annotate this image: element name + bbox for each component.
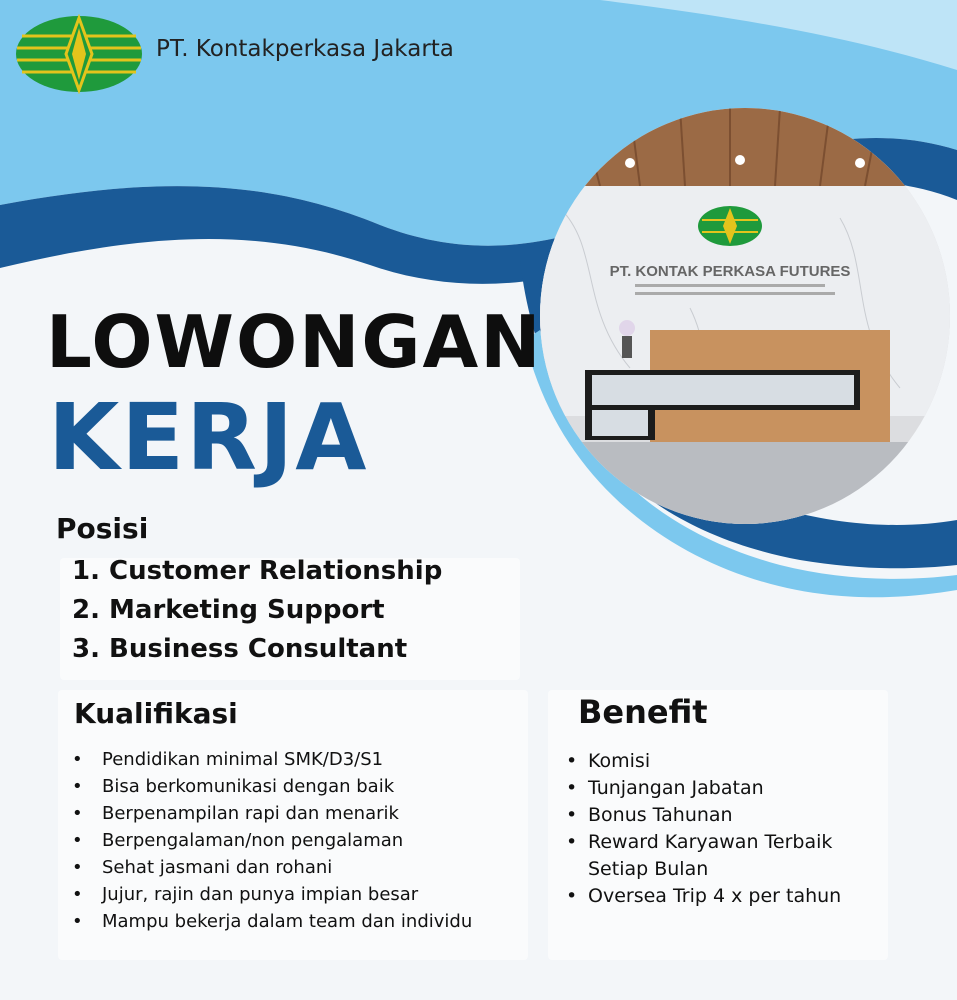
qualification-text: Berpenampilan rapi dan menarik: [102, 803, 399, 824]
qualifications-title: Kualifikasi: [74, 697, 238, 730]
qualifications-list: [72, 746, 472, 935]
bullet-icon: •: [566, 831, 578, 853]
benefit-list: [566, 748, 841, 910]
benefit-item: [566, 883, 841, 910]
bullet-icon: •: [72, 803, 83, 824]
bullet-icon: •: [72, 830, 83, 851]
bullet-icon: •: [566, 804, 578, 826]
benefit-text: Bonus Tahunan: [588, 804, 733, 826]
qualification-item: [72, 854, 472, 881]
benefit-text: Reward Karyawan Terbaik: [588, 831, 833, 853]
qualification-item: [72, 800, 472, 827]
qualification-text: Bisa berkomunikasi dengan baik: [102, 776, 395, 797]
position-item: 2. Marketing Support: [72, 595, 385, 625]
company-logo: [14, 14, 144, 94]
qualification-item: [72, 908, 472, 935]
bullet-icon: •: [72, 749, 83, 770]
qualification-text: Sehat jasmani dan rohani: [102, 857, 333, 878]
headline-lowongan: LOWONGAN: [46, 300, 543, 384]
company-name: PT. Kontakperkasa Jakarta: [156, 36, 454, 62]
bullet-icon: •: [72, 884, 83, 905]
benefit-item-continued: [566, 856, 841, 883]
benefit-item: [566, 775, 841, 802]
qualification-text: Mampu bekerja dalam team dan individu: [102, 911, 473, 932]
qualification-text: Jujur, rajin dan punya impian besar: [102, 884, 419, 905]
position-item: 3. Business Consultant: [72, 634, 408, 664]
benefit-item: [566, 829, 841, 856]
office-photo: [540, 108, 950, 524]
qualification-text: Berpengalaman/non pengalaman: [102, 830, 404, 851]
bullet-icon: •: [72, 857, 83, 878]
qualification-item: [72, 881, 472, 908]
photo-sign-text: PT. KONTAK PERKASA FUTURES: [609, 263, 851, 280]
position-item: 1. Customer Relationship: [72, 556, 443, 586]
qualification-item: [72, 746, 472, 773]
bullet-icon: •: [566, 885, 578, 907]
benefit-text: Tunjangan Jabatan: [588, 777, 764, 799]
benefit-text: Setiap Bulan: [588, 858, 709, 880]
qualification-text: Pendidikan minimal SMK/D3/S1: [102, 749, 384, 770]
bullet-icon: •: [566, 750, 578, 772]
qualification-item: [72, 773, 472, 800]
benefit-text: Komisi: [588, 750, 651, 772]
bullet-icon: •: [566, 777, 578, 799]
benefit-item: [566, 802, 841, 829]
bullet-icon: •: [72, 911, 83, 932]
headline-kerja: KERJA: [48, 384, 369, 491]
bullet-icon: •: [72, 776, 83, 797]
positions-list: [72, 552, 442, 669]
positions-title: Posisi: [56, 512, 149, 545]
benefit-text: Oversea Trip 4 x per tahun: [588, 885, 842, 907]
benefit-title: Benefit: [578, 693, 708, 731]
qualification-item: [72, 827, 472, 854]
benefit-item: [566, 748, 841, 775]
